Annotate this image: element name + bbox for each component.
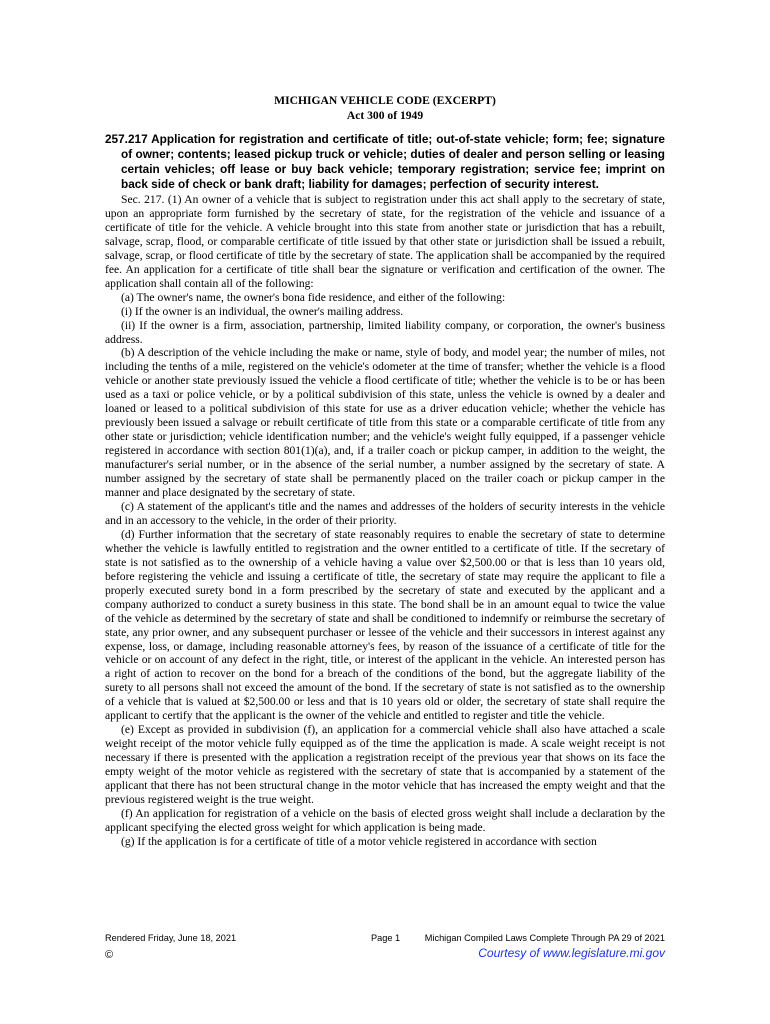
paragraph-e: (e) Except as provided in subdivision (f), an application for a commercial vehicle shall also have attached a scale weight receipt of the motor vehicle fully equipped as of the time the application is made. A scale weight receipt is not necessary if there is presented with the application a registration receipt of the previous year that shows on its face the empty weight of the motor vehicle as registered with the secretary of state that is accompanied by a statement of the applicant that there has not been structural change in the motor vehicle that has increased the empty weight and that the previous registered weight is the true weight. <box>105 723 665 806</box>
paragraph-b: (b) A description of the vehicle including the make or name, style of body, and model year; the number of miles, not including the tenths of a mile, registered on the vehicle's odometer at the time of transfer; whether the vehicle is a flood vehicle or another state previously issued the vehicle a flood certificate of title; whether the vehicle is to be or has been used as a taxi or police vehicle, or by a political subdivision of this state, unless the vehicle is owned by a dealer and loaned or leased to a political subdivision of this state for use as a driver education vehicle; whether the vehicle has previously been issued a salvage or rebuilt certificate of title from this state or a comparable certificate of title from any other state or jurisdiction; vehicle identification number; and the vehicle's weight fully equipped, if a passenger vehicle registered in accordance with section 801(1)(a), and, if a trailer coach or pickup camper, in addition to the weight, the manufacturer's serial number, or in the absence of the serial number, a number assigned by the secretary of state. A number assigned by the secretary of state shall be permanently placed on the trailer coach or pickup camper in the manner and place designated by the secretary of state. <box>105 346 665 500</box>
rendered-date: Rendered Friday, June 18, 2021 <box>105 933 237 943</box>
paragraph-a-ii: (ii) If the owner is a firm, association, partnership, limited liability company, or corporation, the owner's business address. <box>105 318 665 346</box>
compiled-through: Michigan Compiled Laws Complete Through PA 29 of 2021 <box>424 933 665 943</box>
act-number: Act 300 of 1949 <box>346 109 424 122</box>
page-number: Page 1 <box>371 933 401 943</box>
paragraph-g: (g) If the application is for a certificate of title of a motor vehicle registered in accordance with section <box>121 834 597 848</box>
page-footer <box>105 931 665 945</box>
courtesy-link[interactable]: Courtesy of www.legislature.mi.gov <box>478 946 665 960</box>
paragraph-d: (d) Further information that the secretary of state reasonably requires to enable the secretary of state to determine whether the vehicle is lawfully entitled to registration and the owner entitled to a certificate of title. If the secretary of state is not satisfied as to the ownership of a vehicle having a value over $2,500.00 or that is less than 10 years old, before registering the vehicle and issuing a certificate of title, the secretary of state may require the applicant to file a properly executed surety bond in a form prescribed by the secretary of state and executed by the applicant and a company authorized to conduct a surety business in this state. The bond shall be in an amount equal to twice the value of the vehicle as determined by the secretary of state and shall be conditioned to indemnify or reimburse the secretary of state, any prior owner, and any subsequent purchaser or lessee of the vehicle and their successors in interest against any expense, loss, or damage, including reasonable attorney's fees, by reason of the issuance of a certificate of title for the vehicle or on account of any defect in the right, title, or interest of the applicant in the vehicle. An interested person has a right of action to recover on the bond for a breach of the conditions of the bond, but the aggregate liability of the surety to all persons shall not exceed the amount of the bond. If the secretary of state is not satisfied as to the ownership of a vehicle that is valued at $2,500.00 or less and that is 10 years old or older, the secretary of state shall require the applicant to certify that the applicant is the owner of the vehicle and entitled to register and title the vehicle. <box>105 527 665 723</box>
document-title: MICHIGAN VEHICLE CODE (EXCERPT) <box>274 94 496 107</box>
document-page <box>105 93 665 849</box>
paragraph-intro: Sec. 217. (1) An owner of a vehicle that is subject to registration under this act shall apply to the secretary of state, upon an appropriate form furnished by the secretary of state, for the registration of the vehicle and issuance of a certificate of title for the vehicle. A vehicle brought into this state from another state or jurisdiction that has a rebuilt, salvage, scrap, flood, or comparable certificate of title issued by that other state or jurisdiction shall be issued a rebuilt, salvage, scrap, or flood certificate of title by the secretary of state. The application shall be accompanied by the required fee. An application for a certificate of title shall bear the signature or verification and certification of the owner. The application shall contain all of the following: <box>105 193 665 290</box>
copyright-symbol: © <box>105 949 114 961</box>
section-heading: 257.217 Application for registration and certificate of title; out-of-state vehicle; form; fee; signature of owner; contents; leased pickup truck or vehicle; duties of dealer and person selling or leasing certain vehicles; off lease or buy back vehicle; temporary registration; service fee; imprint on back side of check or bank draft; liability for damages; perfection of security interest. <box>105 132 665 191</box>
section-body <box>105 193 665 849</box>
paragraph-c: (c) A statement of the applicant's title and the names and addresses of the holders of security interests in the vehicle and in an accessory to the vehicle, in the order of their priority. <box>105 499 665 527</box>
paragraph-a-i: (i) If the owner is an individual, the owner's mailing address. <box>121 304 404 318</box>
paragraph-f: (f) An application for registration of a vehicle on the basis of elected gross weight shall include a declaration by the applicant specifying the elected gross weight for which application is being made. <box>105 806 665 834</box>
paragraph-a: (a) The owner's name, the owner's bona fide residence, and either of the following: <box>121 290 506 304</box>
